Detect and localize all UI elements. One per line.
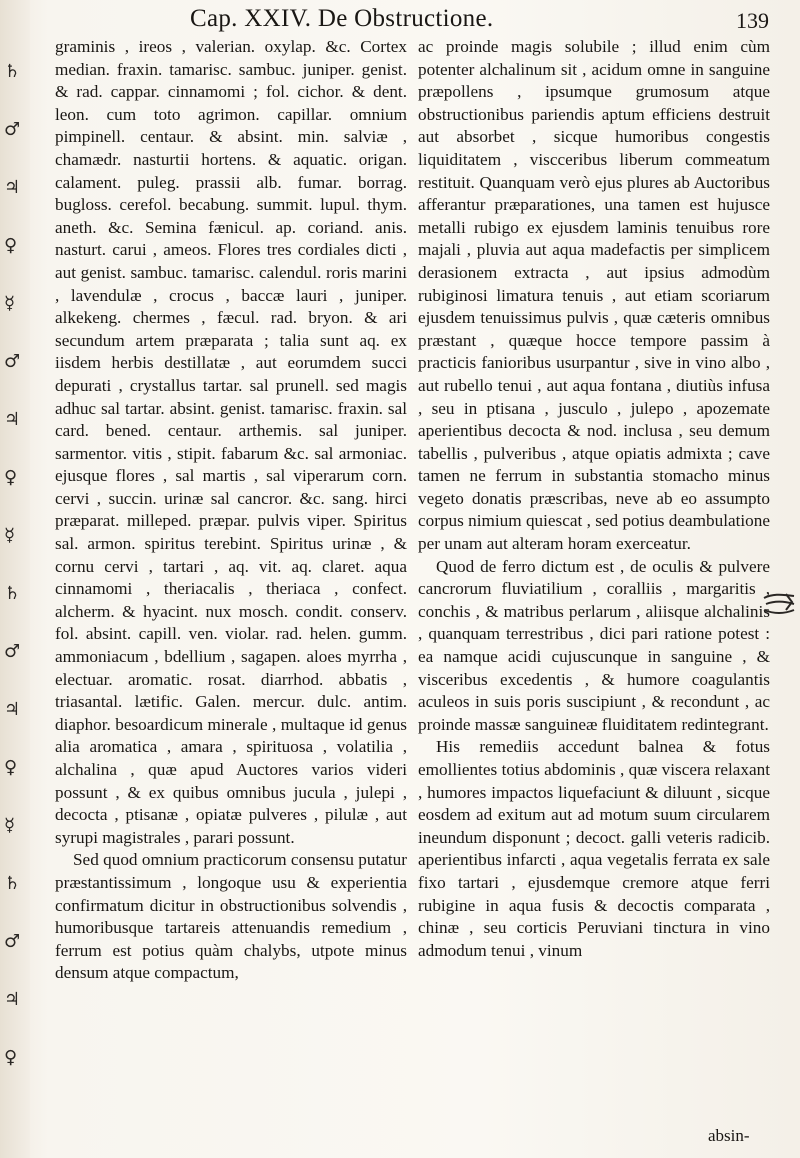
margin-symbol-icon: ♂ [4, 119, 21, 140]
margin-symbol-icon: ☿ [4, 815, 16, 836]
printers-ornament [762, 592, 796, 618]
margin-symbol-icon: ♀ [4, 757, 18, 778]
margin-symbol-icon: ♀ [4, 235, 18, 256]
paragraph: ac proinde magis solubile ; illud enim cùm potenter alchalinum sit , acidum omne in sanguine præpollens , ipsumque grumosum atque obstructionibus pariendis aptum efficiens destruit aut absorbet , sicque humoribus congestis liquiditatem , viscceribus liberum commeatum restituit. Quanquam verò ejus plures ab Auctoribus afferantur præparationes, una tamen est hujusce metalli rubigo ex ejusdem laminis tenuibus rore majali , pluvia aut aqua madefactis per simplicem derasionem extracta , aut ipsius admodùm rubiginosi limatura tenuis , aut etiam scoriarum ejusdem tenuissimus pulvis , quæ cæteris omnibus præstant , quæque hocce tempore passim à practicis fanioribus usurpantur , sive in vino albo , aut rubello tenui , aut aqua fontana , diutiùs infusa , seu in ptisana , jusculo , julepo , apozemate aperientibus decocta & nod. inclusa , seu demum tabellis , pulveribus , atque opiatis admixta ; cave tamen ne ferrum in substantia stomacho minus vegeto donatis præscribas, neve ab eo assumpto corpus nimium quiescat , sed potius deambulatione per unam aut alteram horam exerceatur. [418, 37, 770, 554]
paragraph: Quod de ferro dictum est , de oculis & pulvere cancrorum fluviatilium , coralliis , margaritis , conchis , & matribus perlarum , aliisque alchalinis , quanquam terrestribus , dici pari ratione potest : ea namque acidi cujuscunque in sanguine , & visceribus excedentis , & humore coagulantis aculeos in suis poris suscipiunt , & recondunt , ac proinde massæ sanguineæ fluiditatem redintegrant. [418, 556, 770, 734]
margin-symbol-icon: ♃ [4, 699, 21, 720]
running-head: Cap. XXIV. De Obstructione. [190, 5, 494, 32]
margin-symbol-icon: ♄ [4, 873, 21, 894]
margin-symbol-icon: ♄ [4, 583, 21, 604]
paragraph: His remediis accedunt balnea & fotus emollientes totius abdominis , quæ viscera relaxant , humores impactos liquefaciunt & diluunt , sicque eosdem ad exitum aut ad motum suum circularem ineundum disponunt ; decoct. galli veteris radicib. aperientibus infarcti , aqua vegetalis ferrata ex sale fixo tartari , ejusdemque cremore atque ferri rubigine in aqua fusis & decoctis comparata , chinæ , seu corticis Peruviani tinctura in vino admodum tenui , vinum [418, 737, 770, 960]
margin-symbol-icon: ♀ [4, 467, 18, 488]
margin-symbol-icon: ♂ [4, 641, 21, 662]
margin-symbol-icon: ☿ [4, 525, 16, 546]
paragraph: graminis , ireos , valerian. oxylap. &c. Cortex median. fraxin. tamarisc. sambuc. juniper. genist. & rad. cappar. cinnamomi ; fol. cichor. & dent. leon. cum toto agrimon. capillar. omnium pimpinell. centaur. & absint. min. salviæ , chamædr. nasturtii hortens. & aquatic. origan. calament. puleg. prassii alb. fumar. borrag. bugloss. cerefol. becabung. summit. lupul. thym. aneth. &c. Semina fænicul. ap. coriand. anis. nasturt. carui , ameos. Flores tres cordiales dicti , aut genist. sambuc. tamarisc. calendul. roris marini , lavendulæ , crocus , baccæ lauri , juniper. alkekeng. chermes , fæcul. rad. bryon. & ari secundum artem præparata ; talia sunt aq. ex iisdem herbis destillatæ , aut eorumdem succi depurati , crystallus tartar. sal prunell. sed magis adhuc sal tartar. absint. genist. tamarisc. fraxin. sal card. bened. centaur. arthemis. sal juniper. sarmentor. vitis , stipit. fabarum &c. sal armoniac. ejusque flores , sal martis , sal viperarum corn. cervi , succin. urinæ sal cancror. &c. sang. hirci præparat. milleped. præpar. pulvis viper. Spiritus sal. armon. spiritus terebint. Spiritus urinæ , & cornu cervi , tartari , aq. vit. aq. claret. aqua cinnamomi , theriacalis , theriaca , confect. alcherm. & hyacint. nux mosch. condit. conserv. fol. absint. capill. ven. violar. rad. helen. gumm. ammoniacum , bdellium , sagapen. aloes myrrha , electuar. aromatic. rosat. diarrhod. abbatis , triasantal. lætific. Galen. mercur. dulc. antim. diaphor. besoardicum minerale , multaque id genus alia aromatica , amara , spirituosa , volatilia , alchalina , quæ apud Auctores varios videri possunt , & ex quibus omnibus jucula , julepi , decocta , ptisanæ , opiatæ pulveres , pilulæ , aut syrupi magistrales , parari possunt. [55, 37, 407, 847]
page-number: 139 [736, 8, 769, 33]
right-column [418, 36, 770, 1136]
margin-symbol-icon: ♃ [4, 409, 21, 430]
margin-symbol-icon: ♃ [4, 177, 21, 198]
left-column [55, 36, 407, 1136]
binding-margin [0, 0, 30, 1158]
margin-symbol-icon: ♂ [4, 351, 21, 372]
margin-symbol-icon: ☿ [4, 293, 16, 314]
margin-symbol-icon: ♄ [4, 61, 21, 82]
paragraph: Sed quod omnium practicorum consensu putatur præstantissimum , longoque usu & experientia confirmatum dicitur in obstructionibus solvendis , humoribusque tartareis attenuandis remedium , ferrum est potius quàm chalybs, utpote minus densum atque compactum, [55, 850, 407, 983]
margin-symbol-icon: ♀ [4, 1047, 18, 1068]
margin-symbol-icon: ♃ [4, 989, 21, 1010]
margin-symbol-icon: ♂ [4, 931, 21, 952]
catchword: absin- [708, 1126, 750, 1145]
